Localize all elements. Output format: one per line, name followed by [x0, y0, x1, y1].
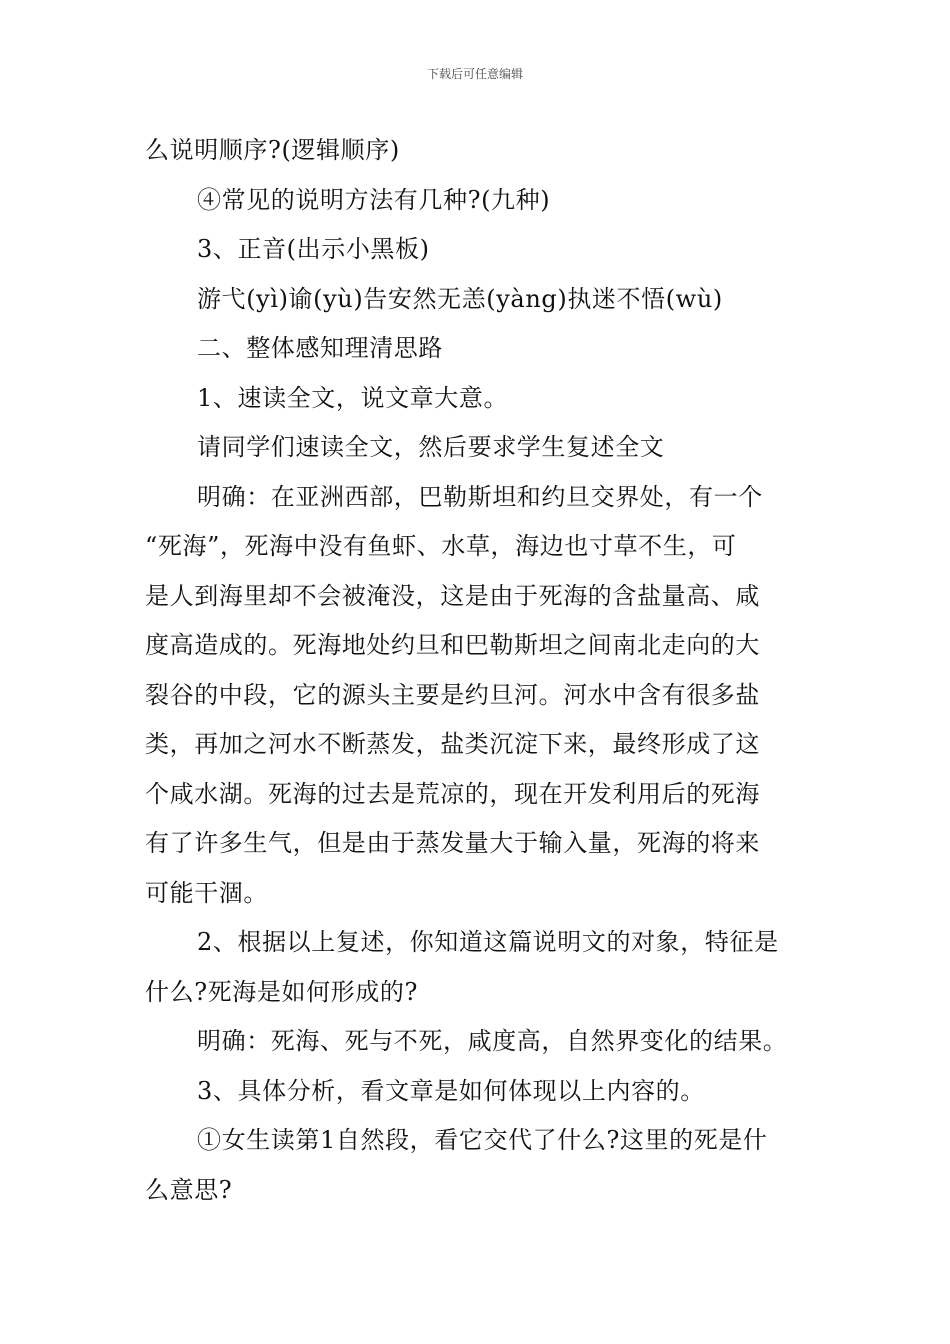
text-line: 类，再加之河水不断蒸发，盐类沉淀下来，最终形成了这	[145, 730, 760, 758]
text-line: 有了许多生气，但是由于蒸发量大于输入量，死海的将来	[145, 829, 760, 857]
text-line: 明确：死海、死与不死，咸度高，自然界变化的结果。	[197, 1027, 788, 1055]
text-line: 度高造成的。死海地处约旦和巴勒斯坦之间南北走向的大	[145, 631, 760, 659]
text-line: 2、根据以上复述，你知道这篇说明文的对象，特征是	[197, 928, 779, 956]
text-line: 是人到海里却不会被淹没，这是由于死海的含盐量高、咸	[145, 581, 760, 610]
text-line: 什么?死海是如何形成的?	[145, 977, 418, 1006]
text-line: 3、具体分析，看文章是如何体现以上内容的。	[197, 1076, 705, 1105]
text-line: 么说明顺序?(逻辑顺序)	[145, 136, 400, 164]
text-line: ①女生读第1自然段，看它交代了什么?这里的死是什	[197, 1126, 768, 1154]
text-line: 个咸水湖。死海的过去是荒凉的，现在开发利用后的死海	[145, 779, 760, 808]
section-heading: 二、整体感知理清思路	[197, 334, 443, 362]
page-header: 下载后可任意编辑	[426, 67, 523, 81]
text-line: 么意思?	[145, 1175, 233, 1204]
text-line: “死海”，死海中没有鱼虾、水草，海边也寸草不生，可	[145, 532, 737, 560]
text-line: ④常见的说明方法有几种?(九种)	[197, 185, 551, 214]
text-line: 请同学们速读全文，然后要求学生复述全文	[197, 433, 665, 461]
text-line: 1、速读全文，说文章大意。	[197, 383, 509, 412]
text-line: 明确：在亚洲西部，巴勒斯坦和约旦交界处，有一个	[197, 482, 763, 511]
body-text	[145, 126, 810, 1215]
text-line: 可能干涸。	[145, 878, 268, 907]
text-line: 3、正音(出示小黑板)	[197, 235, 430, 263]
text-line: 裂谷的中段，它的源头主要是约旦河。河水中含有很多盐	[145, 680, 760, 709]
text-line: 游弋(yì)谕(yù)告安然无恙(yàng)执迷不悟(wù)	[197, 284, 723, 313]
